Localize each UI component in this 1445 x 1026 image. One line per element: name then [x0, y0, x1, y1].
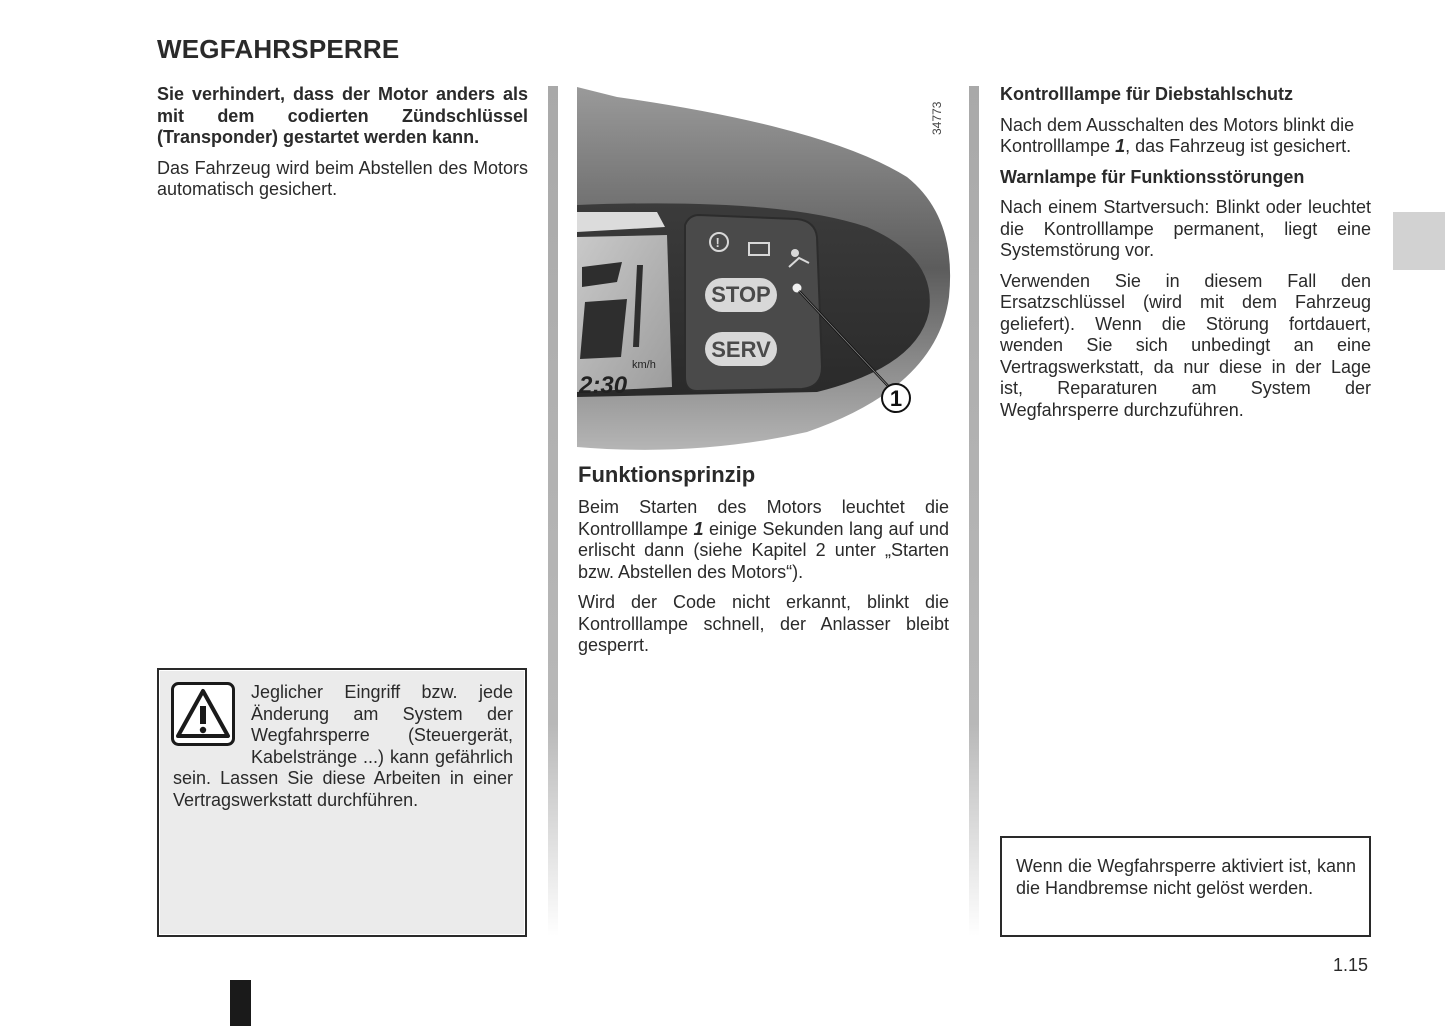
stop-label: STOP: [711, 282, 771, 307]
theft-lamp-text: [1000, 115, 1371, 158]
airbag-icon: [791, 249, 799, 257]
intro-text: Sie verhindert, dass der Motor anders als mit dem codierten Zündschlüssel (Transponder) gestartet werden kann.: [157, 84, 528, 147]
column-right: [1000, 84, 1371, 430]
principle-paragraph-1: [578, 497, 949, 583]
column-separator: [548, 86, 558, 936]
figure-reference: 34773: [930, 101, 944, 135]
column-middle: [578, 462, 949, 666]
text-fragment: Beim Starten des Motors leuchtet die Kontrolllampe: [578, 497, 949, 539]
serv-label: SERV: [711, 337, 771, 362]
principle-paragraph-2: Wird der Code nicht erkannt, blinkt die Kontrolllampe schnell, der Anlasser bleibt gesperrt.: [578, 592, 949, 655]
text-fragment: Nach dem Ausschalten des Motors blinkt die Kontrolllampe: [1000, 114, 1355, 156]
warning-text: Jeglicher Eingriff bzw. jede Änderung am System der Wegfahrsperre (Steuergerät, Kabelstränge ...) kann gefährlich sein. Lassen Sie diese Arbeiten in einer Vertragswerkstatt durchführen.: [173, 682, 513, 810]
lamp-reference: 1: [1115, 136, 1126, 156]
column-separator: [969, 86, 979, 936]
text-fragment: , das Fahrzeug ist gesichert.: [1125, 136, 1352, 156]
page-marker-bar: [230, 980, 251, 1026]
callout-number: 1: [889, 386, 903, 411]
kmh-label: km/h: [632, 359, 656, 371]
clock-display: 2:30: [579, 372, 628, 399]
warning-box: [157, 668, 527, 937]
text-fragment: einige Sekunden lang auf und erlischt dann (siehe Kapitel 2 unter „Starten bzw. Abstellen des Motors“).: [578, 518, 949, 582]
subheading-theft-lamp: Kontrolllampe für Diebstahlschutz: [1000, 84, 1294, 104]
spare-key-text: Verwenden Sie in diesem Fall den Ersatzschlüssel (wird mit dem Fahrzeug geliefert). Wenn die Störung fortdauert, wenden Sie sich unbedingt an eine Vertragswerkstatt, da nur diese in der Lage ist, Reparaturen am System der Wegfahrsperre durchzuführen.: [1000, 270, 1371, 420]
chapter-tab: [1393, 212, 1445, 270]
column-left: [157, 84, 528, 210]
lamp-reference: 1: [693, 518, 704, 539]
note-box: [1000, 836, 1371, 937]
auto-secure-text: Das Fahrzeug wird beim Abstellen des Motors automatisch gesichert.: [157, 157, 528, 199]
page-number: 1.15: [1333, 955, 1369, 975]
note-text: Wenn die Wegfahrsperre aktiviert ist, kann die Handbremse nicht gelöst werden.: [1016, 856, 1356, 898]
subheading-fault-lamp: Warnlampe für Funktionsstörungen: [1000, 166, 1305, 187]
page-title: WEGFAHRSPERRE: [157, 34, 400, 64]
fault-lamp-text: Nach einem Startversuch: Blinkt oder leuchtet die Kontrolllampe permanent, liegt eine Systemstörung vor.: [1000, 197, 1371, 260]
instrument-cluster-figure: [577, 87, 951, 453]
svg-text:!: !: [715, 235, 720, 250]
section-heading: Funktionsprinzip: [578, 462, 756, 487]
